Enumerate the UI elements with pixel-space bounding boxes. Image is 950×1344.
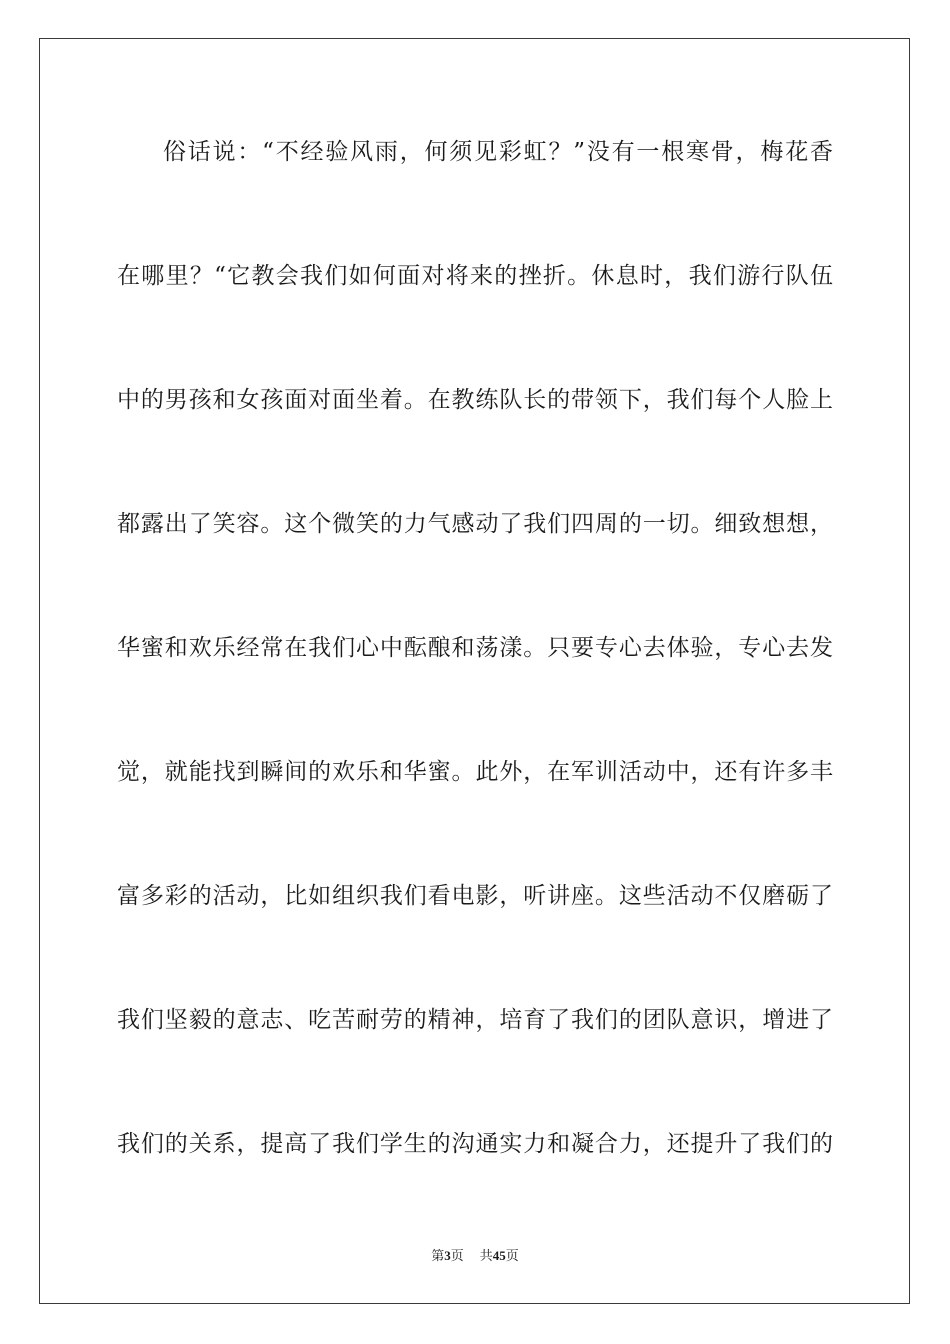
footer-total-prefix: 共 [479, 1249, 493, 1264]
paragraph-line: 觉，就能找到瞬间的欢乐和华蜜。此外，在军训活动中，还有许多丰 [117, 759, 833, 785]
paragraph-line: 我们的关系，提高了我们学生的沟通实力和凝合力，还提升了我们的 [117, 1131, 833, 1157]
footer-page-prefix: 第 [431, 1249, 445, 1264]
paragraph-line: 俗话说：“不经验风雨，何须见彩虹？”没有一根寒骨，梅花香 [163, 139, 833, 165]
footer-total-pages: 45 [492, 1248, 506, 1263]
paragraph-line: 富多彩的活动，比如组织我们看电影，听讲座。这些活动不仅磨砺了 [117, 883, 833, 909]
paragraph-line: 华蜜和欢乐经常在我们心中酝酿和荡漾。只要专心去体验，专心去发 [117, 635, 833, 661]
page-border [39, 38, 910, 1304]
paragraph-line: 我们坚毅的意志、吃苦耐劳的精神，培育了我们的团队意识，增进了 [117, 1007, 833, 1033]
footer-page-number: 3 [444, 1248, 451, 1263]
footer-page-suffix: 页 [450, 1249, 464, 1264]
paragraph-line: 中的男孩和女孩面对面坐着。在教练队长的带领下，我们每个人脸上 [117, 387, 833, 413]
paragraph-line: 在哪里？“它教会我们如何面对将来的挫折。休息时，我们游行队伍 [117, 263, 833, 289]
page-footer [0, 1247, 950, 1266]
paragraph-line: 都露出了笑容。这个微笑的力气感动了我们四周的一切。细致想想， [117, 511, 833, 537]
footer-total-suffix: 页 [505, 1249, 519, 1264]
